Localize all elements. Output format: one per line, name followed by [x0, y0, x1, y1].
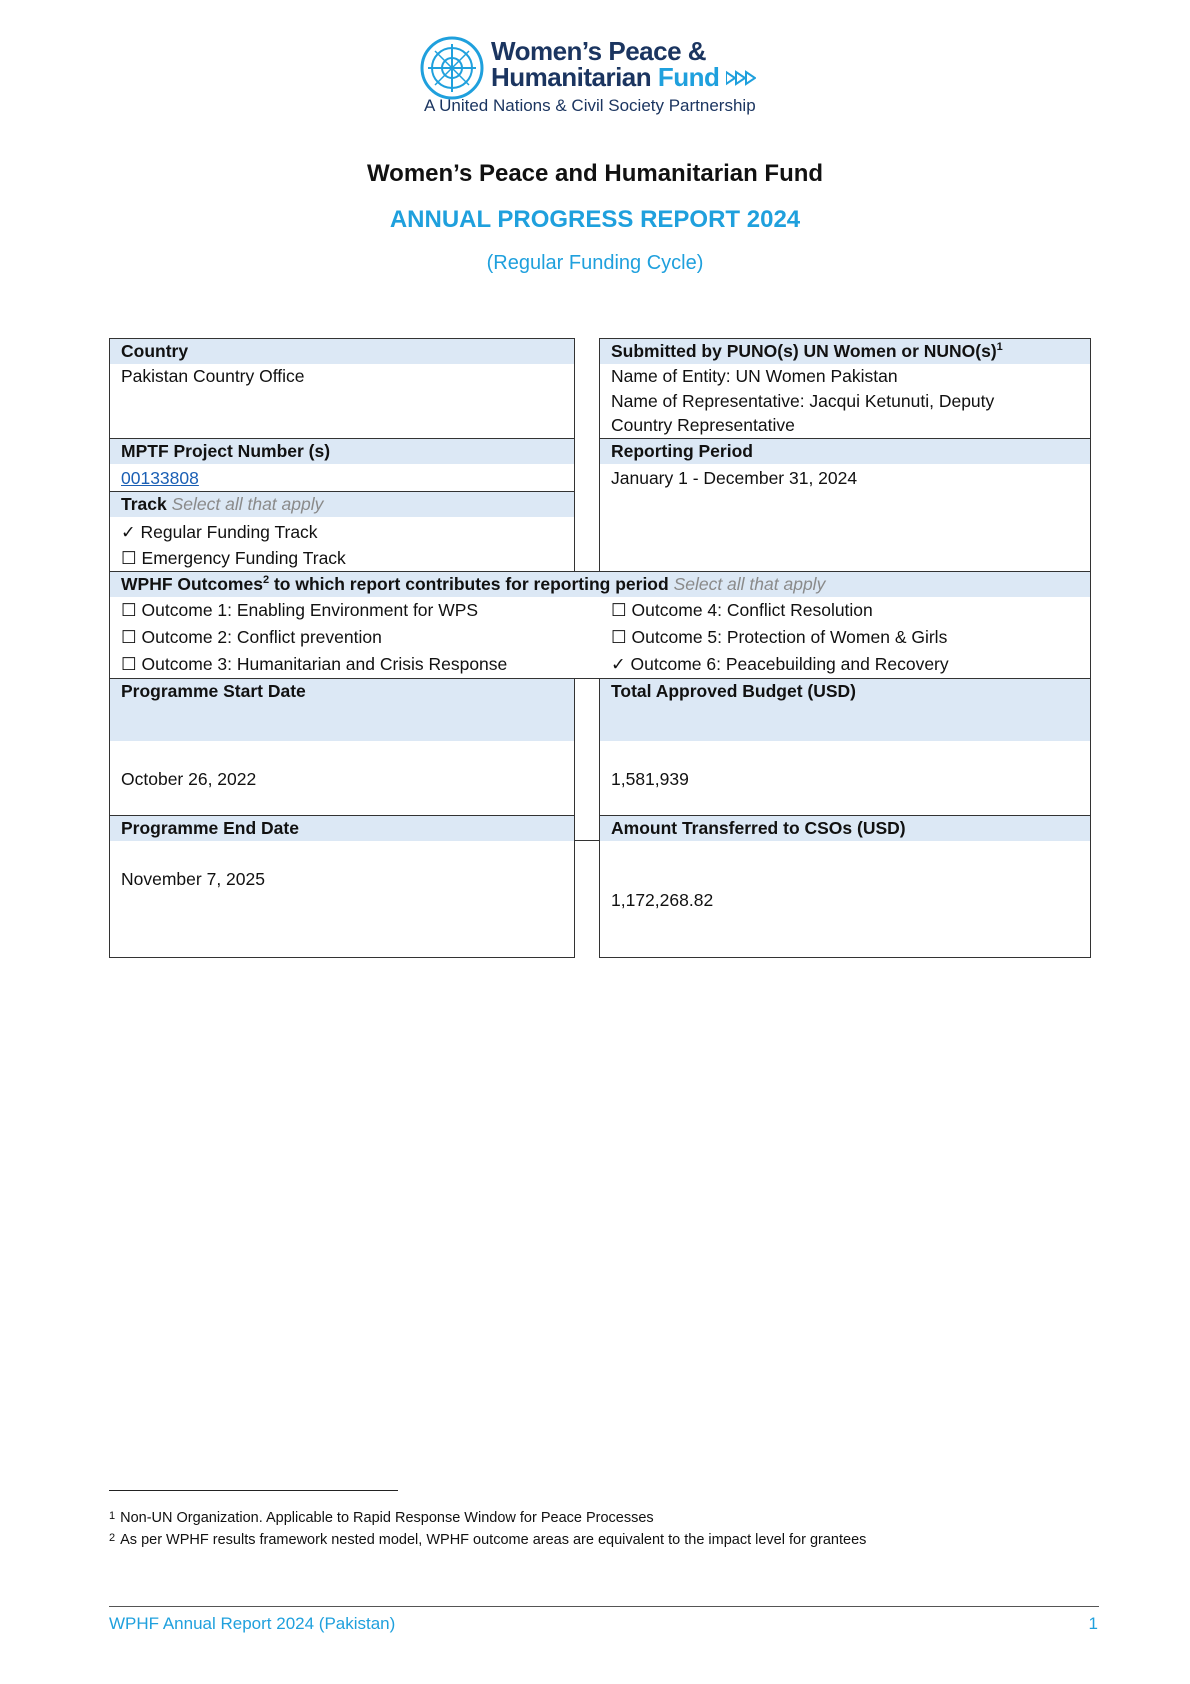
outcome-5-option[interactable]: ☐ Outcome 5: Protection of Women & Girls: [611, 627, 948, 647]
track-label-text: Track: [121, 494, 167, 514]
start-date-value: October 26, 2022: [121, 769, 257, 789]
outcome-2-option[interactable]: ☐ Outcome 2: Conflict prevention: [121, 627, 382, 647]
footnote-ref-1: 1: [996, 341, 1003, 354]
logo-tagline: A United Nations & Civil Society Partnership: [424, 96, 756, 115]
project-number-label: MPTF Project Number (s): [110, 439, 574, 464]
document-title: Women’s Peace and Humanitarian Fund: [366, 160, 824, 187]
wphf-logo: [420, 36, 780, 120]
entity-name: Name of Entity: UN Women Pakistan: [611, 366, 898, 386]
outcomes-label-rest: to which report contributes for reporting period: [269, 574, 669, 594]
logo-wordmark: [491, 38, 756, 90]
footnote-1: [109, 1510, 654, 1526]
track-option-regular[interactable]: ✓ Regular Funding Track: [121, 522, 318, 542]
outcomes-hint: Select all that apply: [673, 574, 826, 594]
footnote-divider: [109, 1490, 398, 1491]
outcomes-label: [110, 572, 1090, 597]
track-option-emergency[interactable]: ☐ Emergency Funding Track: [121, 548, 346, 568]
footer-title: WPHF Annual Report 2024 (Pakistan): [109, 1614, 396, 1633]
track-hint: Select all that apply: [171, 494, 324, 514]
footnote-1-text: Non-UN Organization. Applicable to Rapid Response Window for Peace Processes: [120, 1510, 654, 1526]
un-emblem-icon: [420, 36, 484, 100]
funding-cycle: (Regular Funding Cycle): [486, 252, 704, 274]
footnote-2: [109, 1532, 866, 1548]
end-date-label: Programme End Date: [110, 816, 574, 841]
logo-line-2b: Fund: [657, 62, 720, 92]
country-value: Pakistan Country Office: [121, 366, 305, 386]
footnote-1-number: 1: [109, 1510, 116, 1522]
outcome-1-option[interactable]: ☐ Outcome 1: Enabling Environment for WPS: [121, 600, 479, 620]
logo-line-1: Women’s Peace &: [491, 36, 707, 66]
project-number-link[interactable]: 00133808: [121, 468, 199, 488]
gap-connector: [575, 840, 599, 841]
outcomes-label-text: WPHF Outcomes: [121, 574, 263, 594]
budget-value: 1,581,939: [611, 769, 689, 789]
footnote-2-text: As per WPHF results framework nested model, WPHF outcome areas are equivalent to the impact level for grantees: [120, 1532, 867, 1548]
arrows-icon: [726, 70, 756, 86]
representative-line-1: Name of Representative: Jacqui Ketunuti, Deputy: [611, 391, 995, 411]
cso-amount-value: 1,172,268.82: [611, 890, 714, 910]
report-subtitle: ANNUAL PROGRESS REPORT 2024: [389, 206, 801, 233]
reporting-period-value: January 1 - December 31, 2024: [611, 468, 858, 488]
outcome-4-option[interactable]: ☐ Outcome 4: Conflict Resolution: [611, 600, 873, 620]
footnote-2-number: 2: [109, 1532, 116, 1544]
reporting-period-label: Reporting Period: [600, 439, 1090, 464]
submitted-by-text: Submitted by PUNO(s) UN Women or NUNO(s): [611, 341, 997, 361]
start-date-label: Programme Start Date: [110, 679, 574, 741]
representative-line-2: Country Representative: [611, 415, 795, 435]
logo-line-2a: Humanitarian: [491, 62, 652, 92]
footer-divider: [109, 1606, 1099, 1607]
outcome-3-option[interactable]: ☐ Outcome 3: Humanitarian and Crisis Response: [121, 654, 508, 674]
footnote-ref-2: 2: [262, 574, 270, 587]
cso-amount-label: Amount Transferred to CSOs (USD): [600, 816, 1090, 841]
page-number: 1: [1088, 1614, 1098, 1633]
track-label: [110, 492, 574, 517]
end-date-value: November 7, 2025: [121, 869, 265, 889]
submitted-by-label: [600, 339, 1090, 364]
outcome-6-option[interactable]: ✓ Outcome 6: Peacebuilding and Recovery: [611, 654, 949, 674]
budget-label: Total Approved Budget (USD): [600, 679, 1090, 741]
country-label: Country: [110, 339, 574, 364]
project-number-value: [110, 466, 210, 491]
